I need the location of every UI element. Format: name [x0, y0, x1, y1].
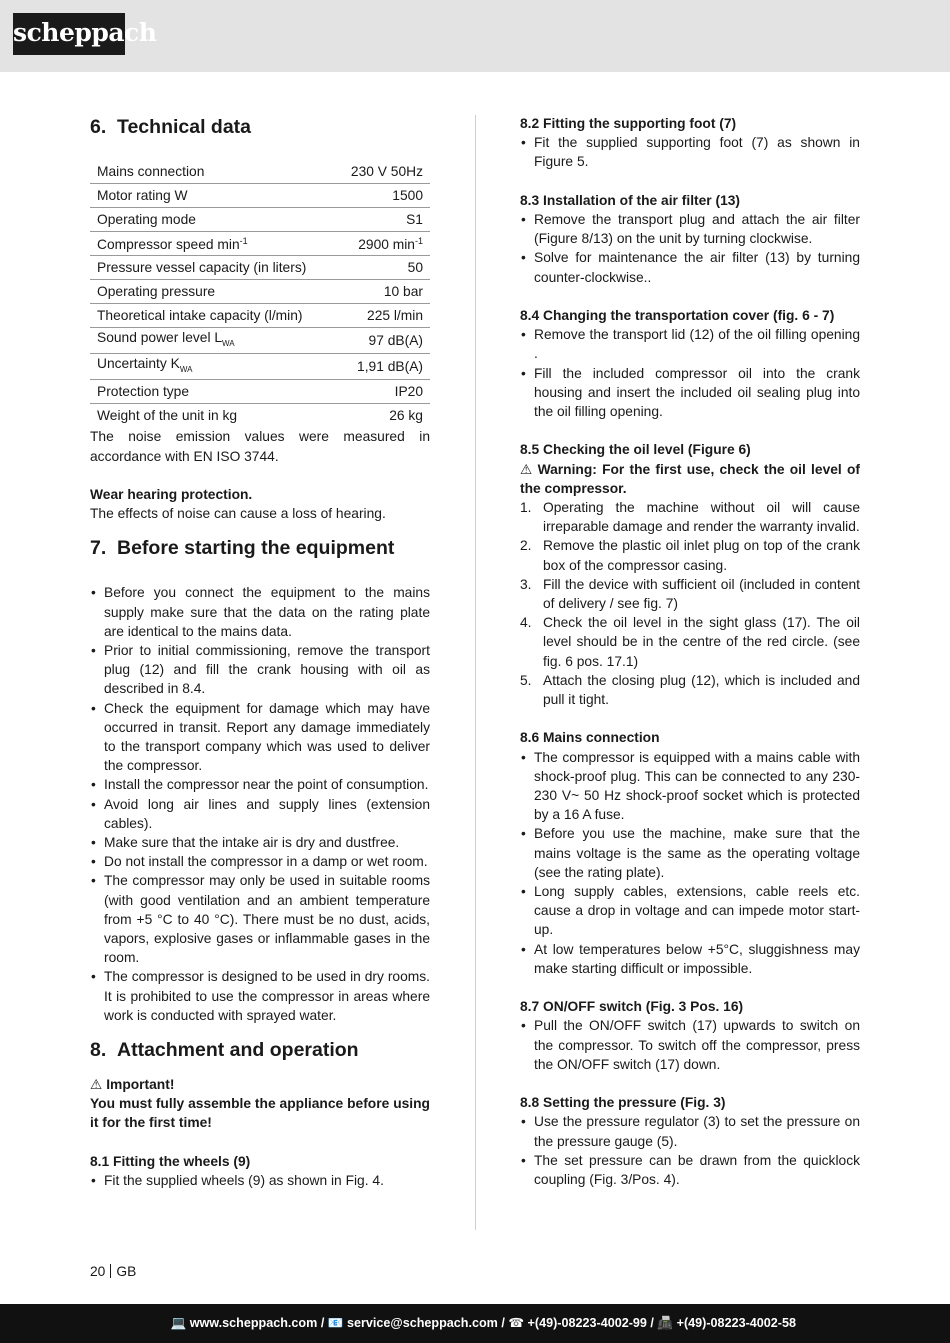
bullet-marker: •: [521, 941, 526, 957]
section-8-8-list: [520, 1112, 860, 1189]
list-item: • Fill the included compressor oil into the crank housing and insert the included oil sealing plug into the oil filling opening.: [521, 365, 860, 420]
table-value-cell: 10 bar: [335, 280, 430, 304]
noise-note: The noise emission values were measured in accordance with EN ISO 3744.: [90, 429, 430, 464]
list-item: • Fit the supplied supporting foot (7) as shown in Figure 5.: [521, 135, 860, 170]
page-separator: [110, 1264, 111, 1278]
important-text: You must fully assemble the appliance before using it for the first time!: [90, 1096, 430, 1131]
bullet-marker: •: [91, 643, 96, 659]
section-7-list: [90, 583, 430, 1025]
bullet-marker: •: [91, 777, 96, 793]
list-item: • The set pressure can be drawn from the quicklock coupling (Fig. 3/Pos. 4).: [521, 1152, 860, 1188]
important-title: ⚠ Important!: [90, 1075, 430, 1094]
warning-icon: ⚠: [520, 461, 533, 477]
bullet-marker: •: [91, 854, 96, 870]
section-8-2-list: [520, 133, 860, 171]
bullet-marker: •: [521, 327, 526, 343]
table-row: [90, 184, 430, 208]
technical-data-table: [90, 160, 430, 427]
table-label-cell: Theoretical intake capacity (l/min): [90, 304, 335, 328]
table-value-cell: 2900 $\min^{-1}$: [335, 232, 430, 256]
list-number: 1.: [520, 500, 532, 516]
list-item: 1. Operating the machine without oil will cause irreparable damage and render the warranty invalid.: [520, 500, 860, 535]
bullet-marker: •: [91, 700, 96, 716]
list-item: • Before you connect the equipment to the mains supply make sure that the data on the rating plate are identical to the mains data.: [91, 585, 430, 639]
section-8-7-title: 8.7 ON/OFF switch (Fig. 3 Pos. 16): [520, 999, 744, 1015]
table-value-cell: 230 V 50Hz: [335, 160, 430, 184]
bullet-marker: •: [91, 1173, 96, 1189]
table-row: [90, 208, 430, 232]
section-8-4-title: 8.4 Changing the transportation cover (fig. 6 - 7): [520, 308, 835, 323]
table-label-cell: Pressure vessel capacity (in liters): [90, 256, 335, 280]
table-label-cell: Uncertainty $K_{WA}$: [90, 354, 335, 380]
right-column: [520, 114, 860, 1189]
bullet-marker: •: [521, 365, 526, 381]
table-label-cell: Compressor speed $\min^{-1}$: [90, 232, 335, 256]
section-6-heading: 6. Technical data: [90, 116, 252, 138]
header-band: [0, 0, 950, 72]
section-8-5-steps: [520, 498, 860, 709]
bullet-marker: •: [91, 969, 96, 985]
bullet-marker: •: [521, 212, 526, 227]
section-7-heading: 7. Before starting the equipment: [90, 537, 395, 560]
table-label-cell: Mains connection: [90, 160, 335, 184]
list-item: • Check the equipment for damage which may have occurred in transit. Report any damage immediately to the transport company which was used to deliver the compressor.: [91, 700, 430, 774]
list-number: 2.: [520, 538, 532, 554]
table-label-cell: Sound power level $L_{WA}$: [90, 328, 335, 354]
left-column: [90, 114, 430, 1190]
list-item: • Prior to initial commissioning, remove the transport plug (12) and fill the crank housing with oil as described in 8.4.: [91, 643, 430, 697]
table-value-cell: 50: [335, 256, 430, 280]
list-item: • The compressor is designed to be used in dry rooms. It is prohibited to use the compressor in areas where work is conducted with sprayed water.: [91, 969, 430, 1023]
table-row: [90, 232, 430, 256]
bullet-marker: •: [521, 135, 526, 151]
bullet-marker: •: [521, 826, 526, 842]
warning-icon: ⚠: [90, 1077, 103, 1093]
list-item: • Before you use the machine, make sure that the mains voltage is the same as the operating voltage (see the rating plate).: [521, 826, 860, 880]
table-label-cell: Operating mode: [90, 208, 335, 232]
list-item: • The compressor is equipped with a mains cable with shock-proof plug. This can be connected to any 230-230 V~ 50 Hz shock-proof socket which is protected by a 16 A fuse.: [521, 749, 860, 823]
list-item: • Remove the transport lid (12) of the oil filling opening .: [521, 327, 860, 362]
list-item: • Long supply cables, extensions, cable reels etc. cause a drop in voltage and can impede motor start-up.: [521, 884, 860, 938]
table-value-cell: 97 dB(A): [335, 328, 430, 354]
list-item: 4. Check the oil level in the sight glass (17). The oil level should be in the centre of the red circle. (see fig. 6 pos. 17.1): [520, 615, 860, 669]
list-item: • Solve for maintenance the air filter (13) by turning counter-clockwise..: [521, 250, 860, 285]
list-number: 4.: [520, 615, 532, 631]
language-code: GB: [116, 1264, 137, 1279]
section-8-2-title: 8.2 Fitting the supporting foot (7): [520, 116, 737, 131]
scheppach-logo: scheppach: [13, 13, 125, 55]
section-8-4-list: [520, 325, 860, 421]
list-item: • Pull the ON/OFF switch (17) upwards to switch on the compressor. To switch off the compressor, press the ON/OFF switch (17) down.: [521, 1018, 860, 1072]
bullet-marker: •: [521, 250, 526, 266]
page-number: 20: [90, 1264, 106, 1279]
bullet-marker: •: [91, 873, 96, 889]
section-8-8-title: 8.8 Setting the pressure (Fig. 3): [520, 1095, 726, 1111]
bullet-marker: •: [521, 1114, 526, 1130]
section-8-5-title: 8.5 Checking the oil level (Figure 6): [520, 442, 751, 458]
list-item: 2. Remove the plastic oil inlet plug on top of the crank box of the compressor casing.: [520, 538, 860, 573]
column-divider: [475, 115, 476, 1230]
table-row: [90, 404, 430, 428]
table-label-cell: Motor rating W: [90, 184, 335, 208]
table-value-cell: 1500: [335, 184, 430, 208]
table-row: [90, 256, 430, 280]
list-item: 5. Attach the closing plug (12), which is included and pull it tight.: [520, 672, 860, 708]
section-8-6-list: [520, 748, 860, 978]
list-item: • Avoid long air lines and supply lines (extension cables).: [91, 796, 430, 831]
hearing-protection-text: The effects of noise can cause a loss of hearing.: [90, 506, 386, 522]
list-item: • At low temperatures below +5°C, sluggishness may make starting difficult or impossible.: [521, 941, 860, 976]
section-8-heading: 8. Attachment and operation: [90, 1039, 359, 1062]
table-row: [90, 354, 430, 380]
section-8-1-list: [90, 1171, 430, 1190]
oil-warning: ⚠ Warning: For the first use, check the oil level of the compressor.: [520, 461, 860, 496]
hearing-protection-title: Wear hearing protection.: [90, 487, 253, 502]
section-8-1-title: 8.1 Fitting the wheels (9): [90, 1153, 251, 1169]
list-item: 3. Fill the device with sufficient oil (included in content of delivery / see fig. 7): [520, 576, 860, 612]
table-row: [90, 328, 430, 354]
table-row: [90, 304, 430, 328]
table-value-cell: 225 l/min: [335, 304, 430, 328]
bullet-marker: •: [521, 1152, 526, 1168]
list-item: • The compressor may only be used in suitable rooms (with good ventilation and an ambient temperature from +5 °C to 40 °C). There must be no dust, acids, vapors, explosive gases or inflammable gases in the room.: [91, 873, 430, 966]
list-item: • Do not install the compressor in a damp or wet room.: [90, 852, 430, 871]
contact-footer: 💻 www.scheppach.com / 📧 service@scheppach.com / ☎ +(49)-08223-4002-99 / 📠 +(49)-08223-4002-58: [0, 1304, 950, 1343]
table-value-cell: IP20: [335, 380, 430, 404]
table-value-cell: S1: [335, 208, 430, 232]
bullet-marker: •: [521, 884, 526, 900]
table-row: [90, 280, 430, 304]
section-8-3-title: 8.3 Installation of the air filter (13): [520, 192, 741, 208]
bullet-marker: •: [521, 749, 526, 765]
bullet-marker: •: [91, 835, 96, 851]
list-number: 5.: [520, 672, 532, 688]
list-item: • Make sure that the intake air is dry and dustfree.: [90, 833, 430, 852]
list-item: • Install the compressor near the point of consumption.: [90, 775, 430, 794]
table-value-cell: 1,91 dB(A): [335, 354, 430, 380]
table-row: [90, 380, 430, 404]
section-8-6-title: 8.6 Mains connection: [520, 730, 660, 746]
bullet-marker: •: [521, 1018, 526, 1034]
table-label-cell: Weight of the unit in kg: [97, 408, 238, 424]
list-number: 3.: [520, 576, 532, 592]
section-8-3-list: [520, 210, 860, 287]
table-label-cell: Operating pressure: [90, 280, 335, 304]
table-label-cell: Protection type: [90, 380, 335, 404]
section-8-7-list: [520, 1016, 860, 1074]
list-item: • Remove the transport plug and attach the air filter (Figure 8/13) on the unit by turning clockwise.: [521, 212, 860, 247]
table-value-cell: 26 kg: [389, 408, 423, 424]
list-item: • Fit the supplied wheels (9) as shown in Fig. 4.: [90, 1171, 430, 1190]
bullet-marker: •: [91, 796, 96, 812]
bullet-marker: •: [91, 585, 96, 601]
table-row: [90, 160, 430, 184]
page-number-footer: [90, 1264, 136, 1279]
list-item: • Use the pressure regulator (3) to set the pressure on the pressure gauge (5).: [521, 1114, 860, 1149]
